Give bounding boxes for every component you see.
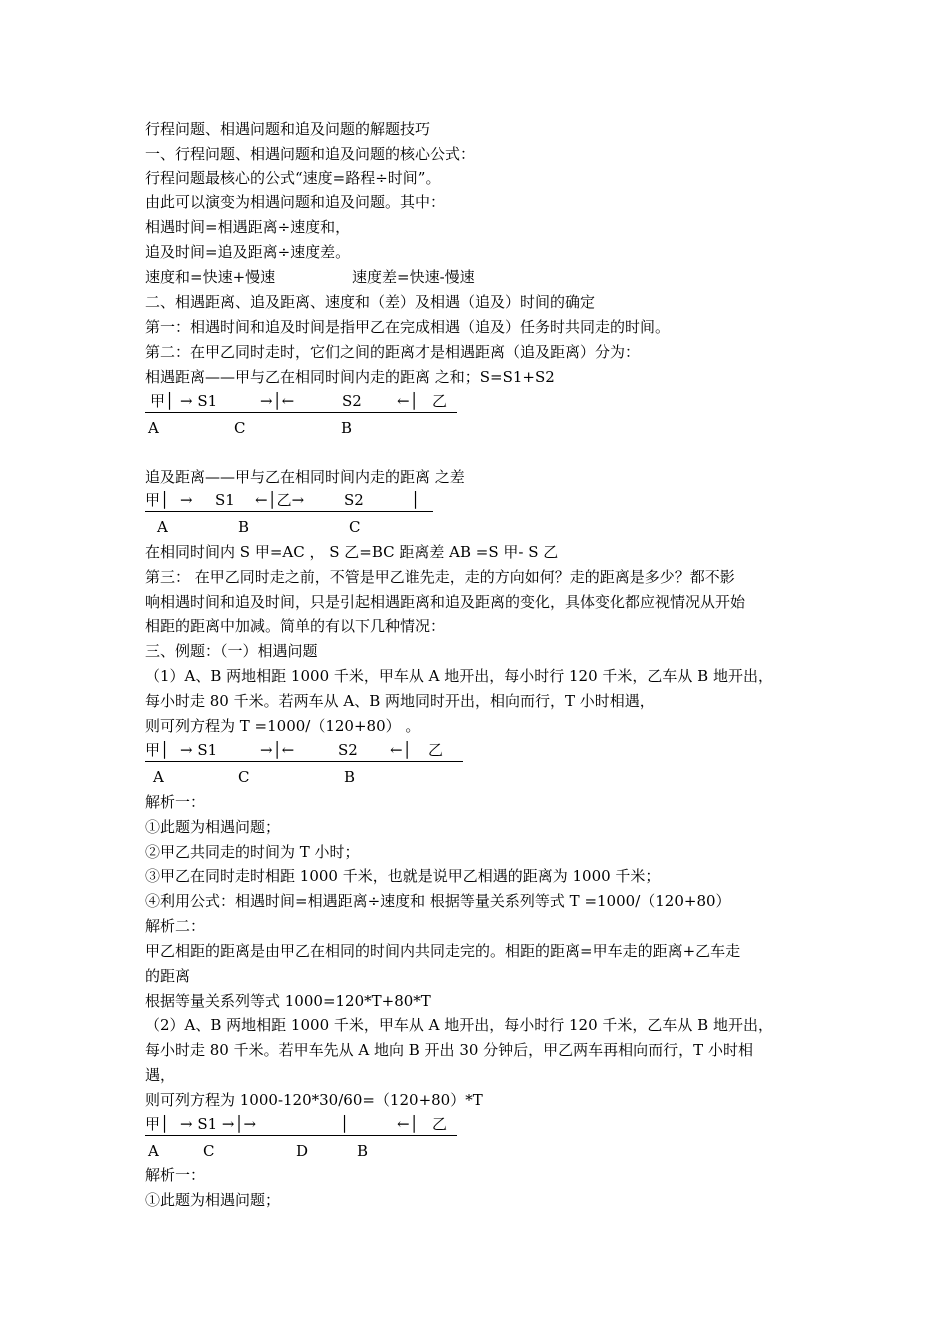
analysis-1-heading: 解析一： [145,793,206,811]
diagram-label: →│← [260,392,295,410]
paragraph-third-3: 相距的距离中加减。简单的有以下几种情况： [145,617,446,635]
paragraph-meet-distance: 相遇距离——甲与乙在相同时间内走的距离 之和；S=S1+S2 [145,368,555,386]
section-heading-3: 三、例题：（一）相遇问题 [145,642,318,660]
formula-chase-time: 追及时间=追及距离÷速度差。 [145,243,351,261]
example-2-line-2: 每小时走 80 千米。若甲车先从 A 地向 B 开出 30 分钟后，甲乙两车再相向而行，T 小时相 [145,1041,753,1059]
paragraph-third-1: 第三： 在甲乙同时走之前，不管是甲乙谁先走，走的方向如何？走的距离是多少？都不影 [145,568,735,586]
analysis-2-line-1: 甲乙相距的距离是由甲乙在相同的时间内共同走完的。相距的距离=甲车走的距离+乙车走 [145,942,741,960]
example-1-diagram [145,740,463,762]
diagram-label: S2 [342,392,362,410]
diagram-label: S2 [344,491,364,509]
diagram-label: → S1 [180,741,218,759]
paragraph-second: 第二：在甲乙同时走时，它们之间的距离才是相遇距离（追及距离）分为： [145,343,641,361]
paragraph-chase-distance: 追及距离——甲与乙在相同时间内走的距离 之差 [145,468,465,486]
meet-distance-diagram [145,391,457,413]
point-label: A [153,768,164,786]
point-label: A [157,518,168,536]
point-label: A [148,419,159,437]
example-2-line-3: 遇， [145,1066,176,1084]
diagram-label: S1 [215,491,235,509]
example-1-equation: 则可列方程为 T =1000/（120+80） 。 [145,717,421,735]
diagram-label: ←│ [390,741,412,759]
example-1-points [145,767,463,789]
chase-distance-diagram [145,490,433,512]
formula-speed-sum: 速度和=快速+慢速 [145,268,276,286]
section-heading-1: 一、行程问题、相遇问题和追及问题的核心公式： [145,145,476,163]
paragraph-core-formula: 行程问题最核心的公式“速度=路程÷时间”。 [145,169,441,187]
analysis-1-step-3: ③甲乙在同时走时相距 1000 千米，也就是说甲乙相遇的距离为 1000 千米； [145,867,661,885]
diagram-label: ←│ [397,1115,419,1133]
example-2-equation: 则可列方程为 1000-120*30/60=（120+80）*T [145,1091,483,1109]
diagram-label: 乙 [432,1115,448,1133]
diagram-label: 乙 [432,392,448,410]
point-label: B [341,419,353,437]
diagram-label: → [180,491,193,509]
section-heading-2: 二、相遇距离、追及距离、速度和（差）及相遇（追及）时间的确定 [145,293,596,311]
example-2-points [145,1141,457,1163]
paragraph-same-time: 在相同时间内 S 甲=AC ， S 乙=BC 距离差 AB =S 甲- S 乙 [145,543,559,561]
analysis-2-equation: 根据等量关系列等式 1000=120*T+80*T [145,992,431,1010]
diagram-label: 乙 [428,741,444,759]
diagram-label: → S1 →│→ [180,1115,257,1133]
diagram-label: 甲│ [145,491,170,509]
diagram-label: │ [340,1115,350,1133]
analysis-2-line-2: 的距离 [145,967,191,985]
diagram-label: ←│ [397,392,419,410]
diagram-label: 甲│ [145,741,170,759]
point-label: C [234,419,246,437]
diagram-line [145,1135,457,1136]
point-label: B [357,1142,369,1160]
analysis-3-heading: 解析一： [145,1166,206,1184]
analysis-2-heading: 解析二： [145,917,206,935]
diagram-label: ←│乙→ [255,491,305,509]
paragraph-first: 第一：相遇时间和追及时间是指甲乙在完成相遇（追及）任务时共同走的时间。 [145,318,671,336]
example-1-line-2: 每小时走 80 千米。若两车从 A、B 两地同时开出，相向而行，T 小时相遇， [145,692,655,710]
chase-distance-points [145,517,433,539]
analysis-1-step-4: ④利用公式：相遇时间=相遇距离÷速度和 根据等量关系列等式 T =1000/（120+80） [145,892,731,910]
point-label: C [238,768,250,786]
diagram-label: S2 [338,741,358,759]
paragraph-derive: 由此可以演变为相遇问题和追及问题。其中： [145,193,446,211]
diagram-line [145,412,457,413]
example-2-line-1: （2）A、B 两地相距 1000 千米，甲车从 A 地开出，每小时行 120 千米，乙车从 B 地开出， [145,1016,773,1034]
analysis-3-step-1: ①此题为相遇问题； [145,1191,281,1209]
example-2-diagram [145,1114,457,1136]
meet-distance-points [145,418,457,440]
point-label: D [296,1142,309,1160]
point-label: A [148,1142,159,1160]
paragraph-third-2: 响相遇时间和追及时间，只是引起相遇距离和追及距离的变化，具体变化都应视情况从开始 [145,593,746,611]
diagram-label: 甲│ [145,1115,170,1133]
diagram-label: │ [411,491,421,509]
analysis-1-step-2: ②甲乙共同走的时间为 T 小时； [145,843,360,861]
point-label: B [238,518,250,536]
analysis-1-step-1: ①此题为相遇问题； [145,818,281,836]
diagram-label: → S1 [180,392,218,410]
example-1-line-1: （1）A、B 两地相距 1000 千米，甲车从 A 地开出，每小时行 120 千米，乙车从 B 地开出， [145,667,773,685]
diagram-line [145,511,433,512]
point-label: B [344,768,356,786]
diagram-line [145,761,463,762]
point-label: C [203,1142,215,1160]
formula-meet-time: 相遇时间=相遇距离÷速度和， [145,218,351,236]
document-title: 行程问题、相遇问题和追及问题的解题技巧 [145,120,431,138]
diagram-label: 甲│ [150,392,175,410]
formula-speed-diff: 速度差=快速-慢速 [352,268,475,286]
diagram-label: →│← [260,741,295,759]
point-label: C [349,518,361,536]
